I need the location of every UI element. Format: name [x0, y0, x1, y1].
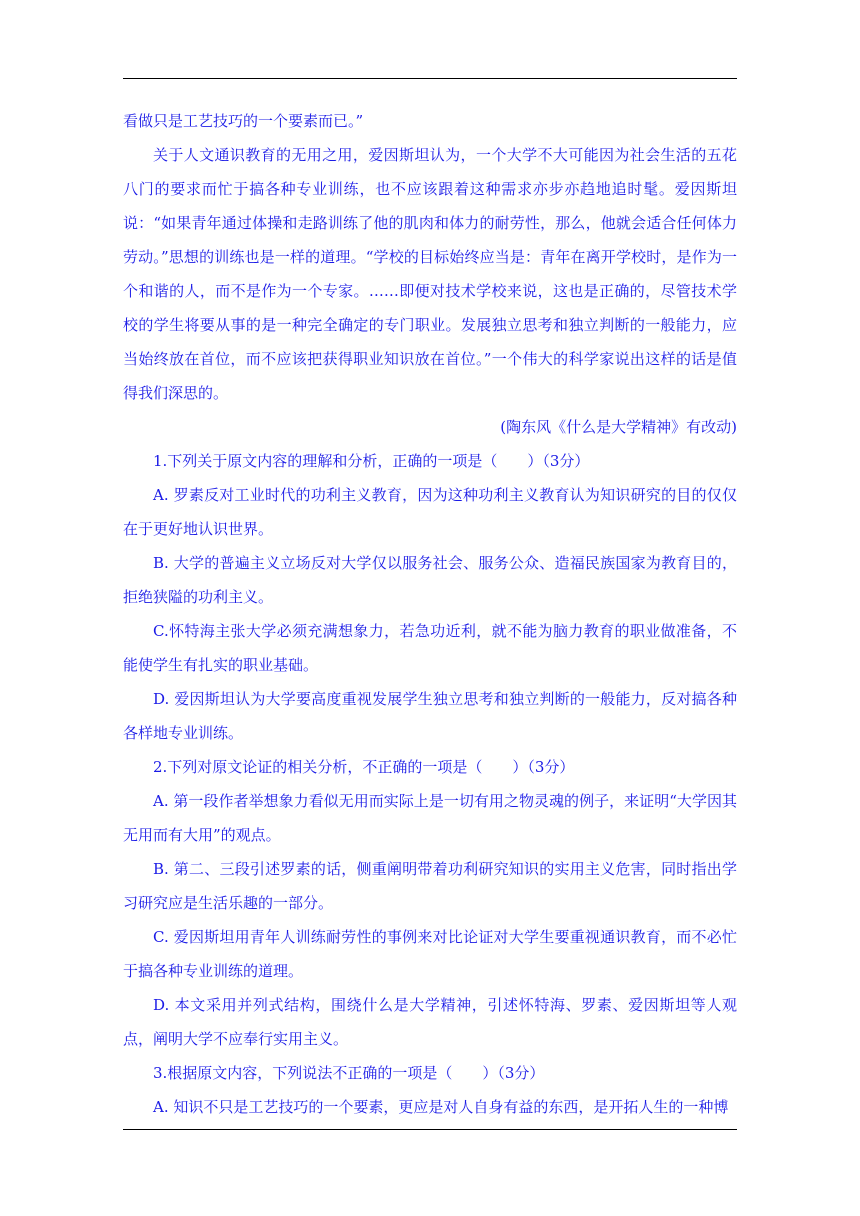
question-1-option-a: A. 罗素反对工业时代的功利主义教育，因为这种功利主义教育认为知识研究的目的仅仅在于更好地认识世界。 — [123, 486, 737, 538]
question-1-option-b: B. 大学的普遍主义立场反对大学仅以服务社会、服务公众、造福民族国家为教育目的，拒绝狭隘的功利主义。 — [123, 554, 737, 606]
header-rule — [123, 78, 737, 79]
document-body — [123, 104, 737, 1124]
question-1-stem: 1.下列关于原文内容的理解和分析，正确的一项是（ ）（3分） — [153, 452, 590, 470]
question-1-option-c: C.怀特海主张大学必须充满想象力，若急功近利，就不能为脑力教育的职业做准备，不能使学生有扎实的职业基础。 — [123, 622, 737, 674]
paragraph-continuation: 看做只是工艺技巧的一个要素而已。” — [123, 112, 364, 130]
question-3-option-a: A. 知识不只是工艺技巧的一个要素，更应是对人自身有益的东西，是开拓人生的一种博 — [153, 1098, 729, 1116]
question-2-option-a: A. 第一段作者举想象力看似无用而实际上是一切有用之物灵魂的例子，来证明“大学因其无用而有大用”的观点。 — [123, 792, 737, 844]
paragraph-einstein: 关于人文通识教育的无用之用，爱因斯坦认为，一个大学不大可能因为社会生活的五花八门的要求而忙于搞各种专业训练，也不应该跟着这种需求亦步亦趋地追时髦。爱因斯坦说：“如果青年通过体操和走路训练了他的肌肉和体力的耐劳性，那么，他就会适合任何体力劳动。”思想的训练也是一样的道理。“学校的目标始终应当是：青年在离开学校时，是作为一个和谐的人，而不是作为一个专家。……即便对技术学校来说，这也是正确的，尽管技术学校的学生将要从事的是一种完全确定的专门职业。发展独立思考和独立判断的一般能力，应当始终放在首位，而不应该把获得职业知识放在首位。”一个伟大的科学家说出这样的话是值得我们深思的。 — [123, 146, 737, 402]
question-2-option-d: D. 本文采用并列式结构，围绕什么是大学精神，引述怀特海、罗素、爱因斯坦等人观点，阐明大学不应奉行实用主义。 — [123, 996, 737, 1048]
question-2-stem: 2.下列对原文论证的相关分析，不正确的一项是（ ）（3分） — [153, 758, 575, 776]
question-3-stem: 3.根据原文内容，下列说法不正确的一项是（ ）（3分） — [153, 1064, 545, 1082]
question-1-option-d: D. 爱因斯坦认为大学要高度重视发展学生独立思考和独立判断的一般能力，反对搞各种各样地专业训练。 — [123, 690, 737, 742]
question-2-option-b: B. 第二、三段引述罗素的话，侧重阐明带着功利研究知识的实用主义危害，同时指出学习研究应是生活乐趣的一部分。 — [123, 860, 737, 912]
source-citation: (陶东风《什么是大学精神》有改动) — [500, 418, 737, 436]
footer-rule — [123, 1129, 737, 1130]
question-2-option-c: C. 爱因斯坦用青年人训练耐劳性的事例来对比论证对大学生要重视通识教育，而不必忙于搞各种专业训练的道理。 — [123, 928, 737, 980]
